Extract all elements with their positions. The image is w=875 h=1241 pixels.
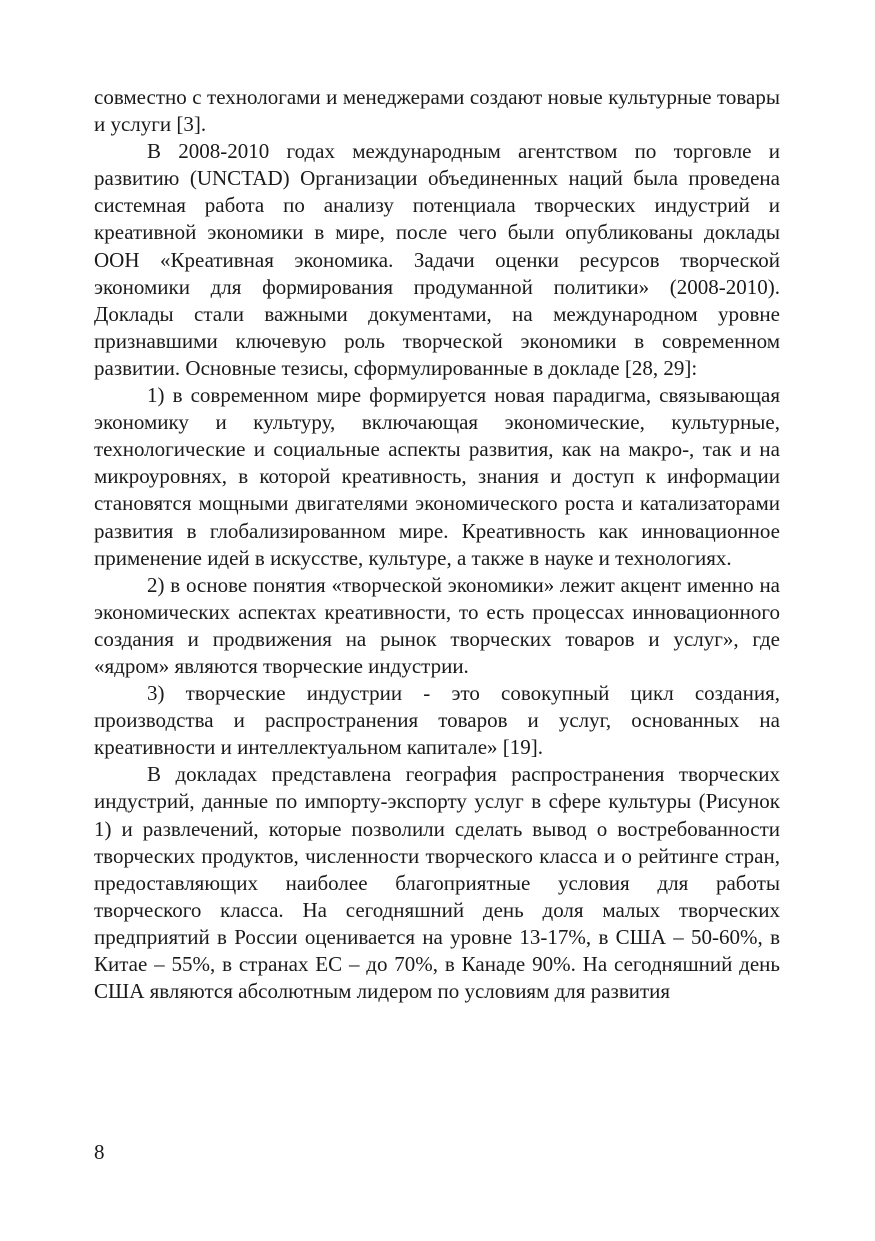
page-number: 8 <box>94 1140 105 1164</box>
document-body <box>94 84 780 1005</box>
paragraph-5: 3) творческие индустрии - это совокупный цикл создания, производства и распространения товаров и услуг, основанных на креативности и интеллектуальном капитале» [19]. <box>94 681 780 760</box>
paragraph-2: В 2008-2010 годах международным агентством по торговле и развитию (UNCTAD) Организации объединенных наций была проведена системная работа по анализу потенциала творческих индустрий и креативной экономики в мире, после чего были опубликованы доклады ООН «Креативная экономика. Задачи оценки ресурсов творческой экономики для формирования продуманной политики» (2008-2010). Доклады стали важными документами, на международном уровне признавшими ключевую роль творческой экономики в современном развитии. Основные тезисы, сформулированные в докладе [28, 29]: <box>94 139 780 380</box>
paragraph-1: совместно с технологами и менеджерами создают новые культурные товары и услуги [3]. <box>94 85 780 137</box>
paragraph-6: В докладах представлена география распространения творческих индустрий, данные по импорту-экспорту услуг в сфере культуры (Рисунок 1) и развлечений, которые позволили сделать вывод о востребованности творческих продуктов, численности творческого класса и о рейтинге стран, предоставляющих наиболее благоприятные условия для работы творческого класса. На сегодняшний день доля малых творческих предприятий в России оценивается на уровне 13-17%, в США – 50-60%, в Китае – 55%, в странах ЕС – до 70%, в Канаде 90%. На сегодняшний день США являются абсолютным лидером по условиям для развития <box>94 762 780 1004</box>
paragraph-4: 2) в основе понятия «творческой экономики» лежит акцент именно на экономических аспектах креативности, то есть процессах инновационного создания и продвижения на рынок творческих товаров и услуг», где «ядром» являются творческие индустрии. <box>94 572 780 678</box>
paragraph-3: 1) в современном мире формируется новая парадигма, связывающая экономику и культуру, включающая экономические, культурные, технологические и социальные аспекты развития, как на макро-, так и на микроуровнях, в которой креативность, знания и доступ к информации становятся мощными двигателями экономического роста и катализаторами развития в глобализированном мире. Креативность как инновационное применение идей в искусстве, культуре, а также в науке и технологиях. <box>94 383 780 570</box>
